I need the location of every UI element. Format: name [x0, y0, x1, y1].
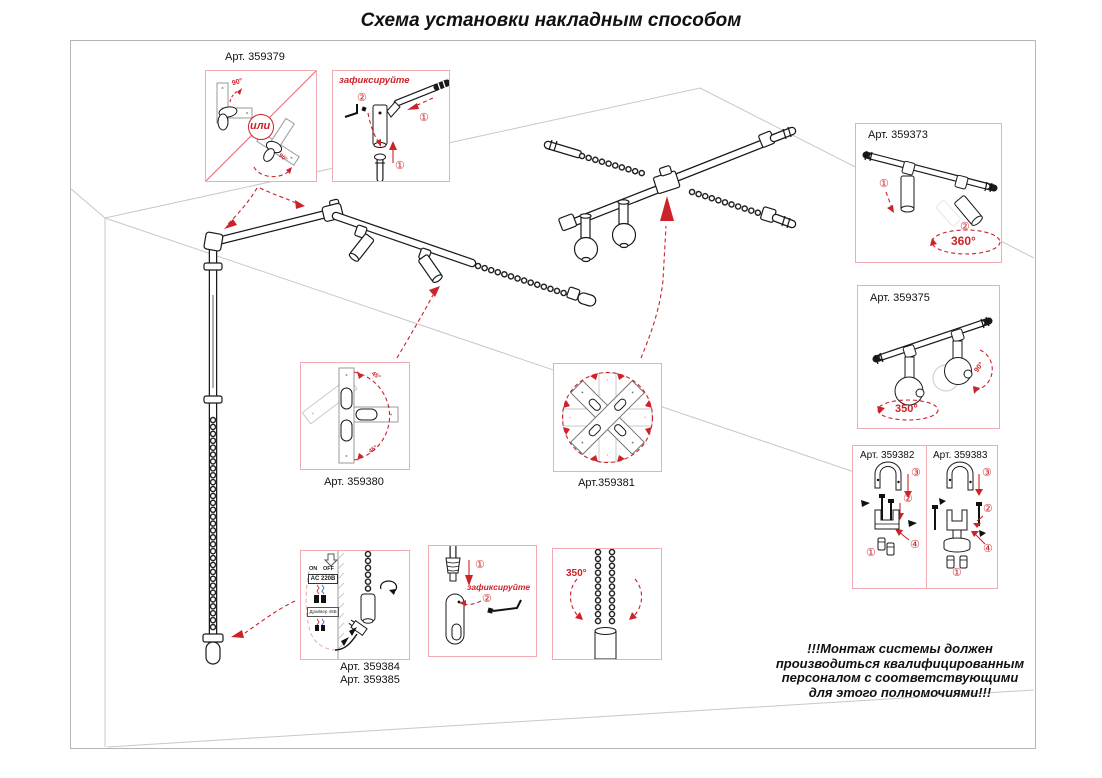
driver-label: Драйвер 48В — [307, 607, 339, 617]
callout-384-label-1: Арт. 359384 — [340, 661, 400, 673]
callout-382 — [852, 445, 928, 589]
callout-379-label: Арт. 359379 — [225, 51, 285, 63]
angle-label: 90° — [277, 152, 288, 164]
warning-line: производиться квалифицированным — [775, 655, 1025, 671]
arrow-to-cross-connector — [641, 226, 666, 358]
warning-line: для этого полномочиями!!! — [808, 684, 992, 700]
angle-label: 90° — [231, 77, 244, 88]
callout-384 — [300, 550, 410, 660]
arrow-to-wall-bottom — [245, 601, 295, 633]
angle-350: 350° — [895, 403, 918, 415]
angle-label: 45° — [368, 444, 379, 456]
callout-350 — [552, 548, 662, 660]
step-4: ④ — [910, 539, 920, 551]
step-2: ② — [983, 503, 993, 515]
fix-label: зафиксируйте — [339, 75, 410, 86]
step-2: ② — [357, 92, 367, 104]
callout-384-label-2: Арт. 359385 — [340, 674, 400, 686]
callout-379 — [205, 70, 317, 182]
step-1: ① — [419, 112, 429, 124]
callout-373 — [855, 123, 1002, 263]
corner-connector-left — [204, 232, 224, 252]
warning-line: !!!Монтаж системы должен — [807, 641, 993, 656]
arrow-to-corner-left — [228, 188, 257, 224]
step-2: ② — [903, 493, 913, 505]
or-label: или — [250, 120, 271, 132]
callout-375-label: Арт. 359375 — [870, 292, 930, 304]
callout-381 — [553, 363, 662, 472]
wall-clamp — [204, 396, 222, 403]
step-4: ④ — [983, 543, 993, 555]
step-2: ② — [960, 221, 970, 233]
wall-track-end-cap — [206, 642, 220, 664]
step-3: ③ — [911, 467, 921, 479]
front-track-end-cap — [577, 292, 597, 308]
wall-clamp — [204, 263, 222, 270]
spotlight-2 — [418, 254, 443, 284]
callout-380-label: Арт. 359380 — [324, 476, 384, 488]
angle-360: 360° — [951, 234, 976, 248]
power-label: AC 220В — [308, 574, 338, 584]
callout-373-label: Арт. 359373 — [868, 129, 928, 141]
step-1: ① — [952, 567, 962, 579]
page-title: Схема установки накладным способом — [360, 10, 742, 31]
callout-380 — [300, 362, 410, 470]
step-1: ① — [395, 160, 405, 172]
callout-375 — [857, 285, 1000, 429]
fix-label: зафиксируйте — [467, 582, 531, 592]
ceiling-cross-track — [548, 127, 792, 262]
callout-fix-top — [332, 70, 450, 182]
angle-350: 350° — [566, 568, 587, 579]
callout-fix-bottom — [428, 545, 537, 657]
arrow-to-corner-right — [260, 188, 296, 203]
wall-clamp — [203, 634, 223, 642]
callout-381-label: Арт.359381 — [578, 477, 635, 489]
step-2: ② — [482, 593, 492, 605]
step-3: ③ — [982, 467, 992, 479]
switch-off-label: OFF — [323, 566, 334, 572]
warning-text — [752, 642, 1048, 700]
wall-track — [203, 248, 223, 664]
arrow-to-front-track — [397, 295, 433, 358]
step-1: ① — [866, 547, 876, 559]
callout-383-label: Арт. 359383 — [933, 450, 988, 461]
angle-90: 90° — [973, 361, 986, 374]
switch-on-label: ON — [309, 566, 318, 572]
step-1: ① — [475, 559, 485, 571]
angle-label: 45° — [370, 370, 381, 382]
front-track — [336, 216, 597, 307]
callout-382-label: Арт. 359382 — [860, 450, 915, 461]
step-1: ① — [879, 178, 889, 190]
corner-track — [204, 199, 344, 252]
warning-line: персоналом с соответствующими — [781, 670, 1019, 685]
callout-383 — [926, 445, 998, 589]
